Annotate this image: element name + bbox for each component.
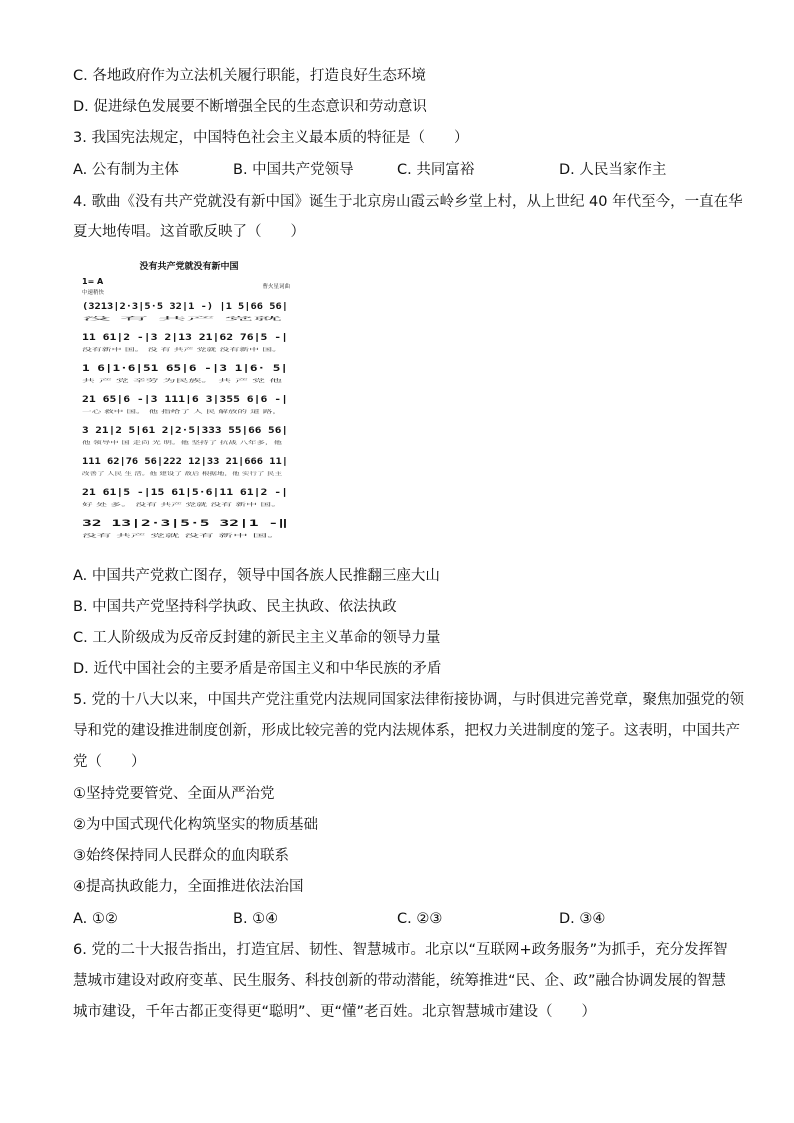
q5-stem-line2: 导和党的建设推进制度创新，形成比较完善的党内法规体系，把权力关进制度的笼子。这表明，中国共产 xyxy=(73,723,740,739)
score-notes-row: 11 61|2 -|3 2|13 21|62 76|5 -| xyxy=(82,332,288,342)
score-notes-row: 111 62|76 56|222 12|33 21|666 11| xyxy=(82,456,288,466)
score-notes-row: 1 6|1·6|51 65|6 -|3 1|6· 5| xyxy=(82,363,288,373)
q5-stem-line1: 5. 党的十八大以来，中国共产党注重党内法规同国家法律衔接协调，与时俱进完善党章，聚焦加强党的领 xyxy=(73,692,744,708)
q4-option-b: B. 中国共产党坚持科学执政、民主执政、依法执政 xyxy=(73,599,397,615)
q3-option-d: D. 人民当家作主 xyxy=(559,162,667,178)
score-lyrics-row: 没 有 共产 党就 xyxy=(82,317,114,322)
q6-stem-line2: 慧城市建设对政府变革、民生服务、科技创新的带动潜能，统筹推进“民、企、政”融合协调发展的智慧 xyxy=(73,973,727,989)
q2-option-d: D. 促进绿色发展要不断增强全民的生态意识和劳动意识 xyxy=(73,99,427,115)
score-title: 没有共产党就没有新中国 xyxy=(139,262,239,272)
score-lyrics-row: 没有 共产 党就 没有 新中 国。 xyxy=(82,534,145,539)
score-notes-row: 32 13|2·3|5·5 32|1 -‖ xyxy=(82,518,288,528)
q3-option-b: B. 中国共产党领导 xyxy=(233,162,354,178)
q3-stem: 3. 我国宪法规定，中国特色社会主义最本质的特征是（ ） xyxy=(73,130,469,146)
score-notes-row: (3213|2·3|5·5 32|1 -) |1 5|66 56| xyxy=(82,301,288,311)
score-notes-row: 21 61|5 -|15 61|5·6|11 61|2 -| xyxy=(82,487,288,497)
q3-option-a: A. 公有制为主体 xyxy=(73,162,179,178)
q5-option-a: A. ①② xyxy=(73,911,118,927)
q3-option-c: C. 共同富裕 xyxy=(397,162,475,178)
score-lyrics-row: 他 领导中 国 走向 光 明。他 坚持了 抗战 八年多，他 xyxy=(82,441,191,446)
q5-option-b: B. ①④ xyxy=(233,911,279,927)
score-credit: 曹火星词曲 xyxy=(262,284,290,290)
q4-option-a: A. 中国共产党救亡图存，领导中国各族人民推翻三座大山 xyxy=(73,568,440,584)
score-notes-row: 3 21|2 5|61 2|2·5|333 55|66 56| xyxy=(82,425,288,435)
q6-stem-line1: 6. 党的二十大报告指出，打造宜居、韧性、智慧城市。北京以“互联网+政务服务”为抓手，充分发挥智 xyxy=(73,942,728,958)
score-lyrics-row: 共 产 党 辛劳 为民族。 共 产 党 他 xyxy=(82,379,154,384)
q5-statement-2: ②为中国式现代化构筑坚实的物质基础 xyxy=(73,817,318,833)
q5-statement-3: ③始终保持同人民群众的血肉联系 xyxy=(73,848,289,864)
q5-statement-4: ④提高执政能力，全面推进依法治国 xyxy=(73,879,304,895)
q5-statement-1: ①坚持党要管党、全面从严治党 xyxy=(73,786,275,802)
score-lyrics-row: 改善了 人民 生 活。他 建设了 敌后 根据地，他 实行了 民主 xyxy=(82,472,204,477)
q4-option-d: D. 近代中国社会的主要矛盾是帝国主义和中华民族的矛盾 xyxy=(73,661,442,677)
score-rows xyxy=(82,301,288,539)
score-notes-row: 21 65|6 -|3 111|6 3|355 6|6 -| xyxy=(82,394,288,404)
score-tempo: 中速稍快 xyxy=(82,290,105,296)
q6-stem-line3: 城市建设，千年古都正变得更“聪明”、更“懂”老百姓。北京智慧城市建设（ ） xyxy=(73,1004,597,1020)
q5-stem-line3: 党（ ） xyxy=(73,754,146,770)
q4-option-c: C. 工人阶级成为反帝反封建的新民主主义革命的领导力量 xyxy=(73,630,441,646)
q5-option-d: D. ③④ xyxy=(559,911,606,927)
score-key: 1= A xyxy=(82,277,104,286)
score-lyrics-row: 好 处 多。 没有 共产 党就 没有 新中 国。 xyxy=(82,503,168,508)
q2-option-c: C. 各地政府作为立法机关履行职能，打造良好生态环境 xyxy=(73,68,426,84)
song-score-figure xyxy=(78,256,300,556)
q4-stem-line2: 夏大地传唱。这首歌反映了（ ） xyxy=(73,224,305,240)
score-lyrics-row: 没有新中 国。 没 有 共产 党就 没有新中 国。 xyxy=(82,348,175,353)
score-lyrics-row: 一心 救中 国。 他 指给了 人 民 解放的 道 路， xyxy=(82,410,178,415)
q4-stem-line1: 4. 歌曲《没有共产党就没有新中国》诞生于北京房山霞云岭乡堂上村，从上世纪 40 年代至今，一直在华 xyxy=(73,194,743,210)
q5-option-c: C. ②③ xyxy=(397,911,443,927)
